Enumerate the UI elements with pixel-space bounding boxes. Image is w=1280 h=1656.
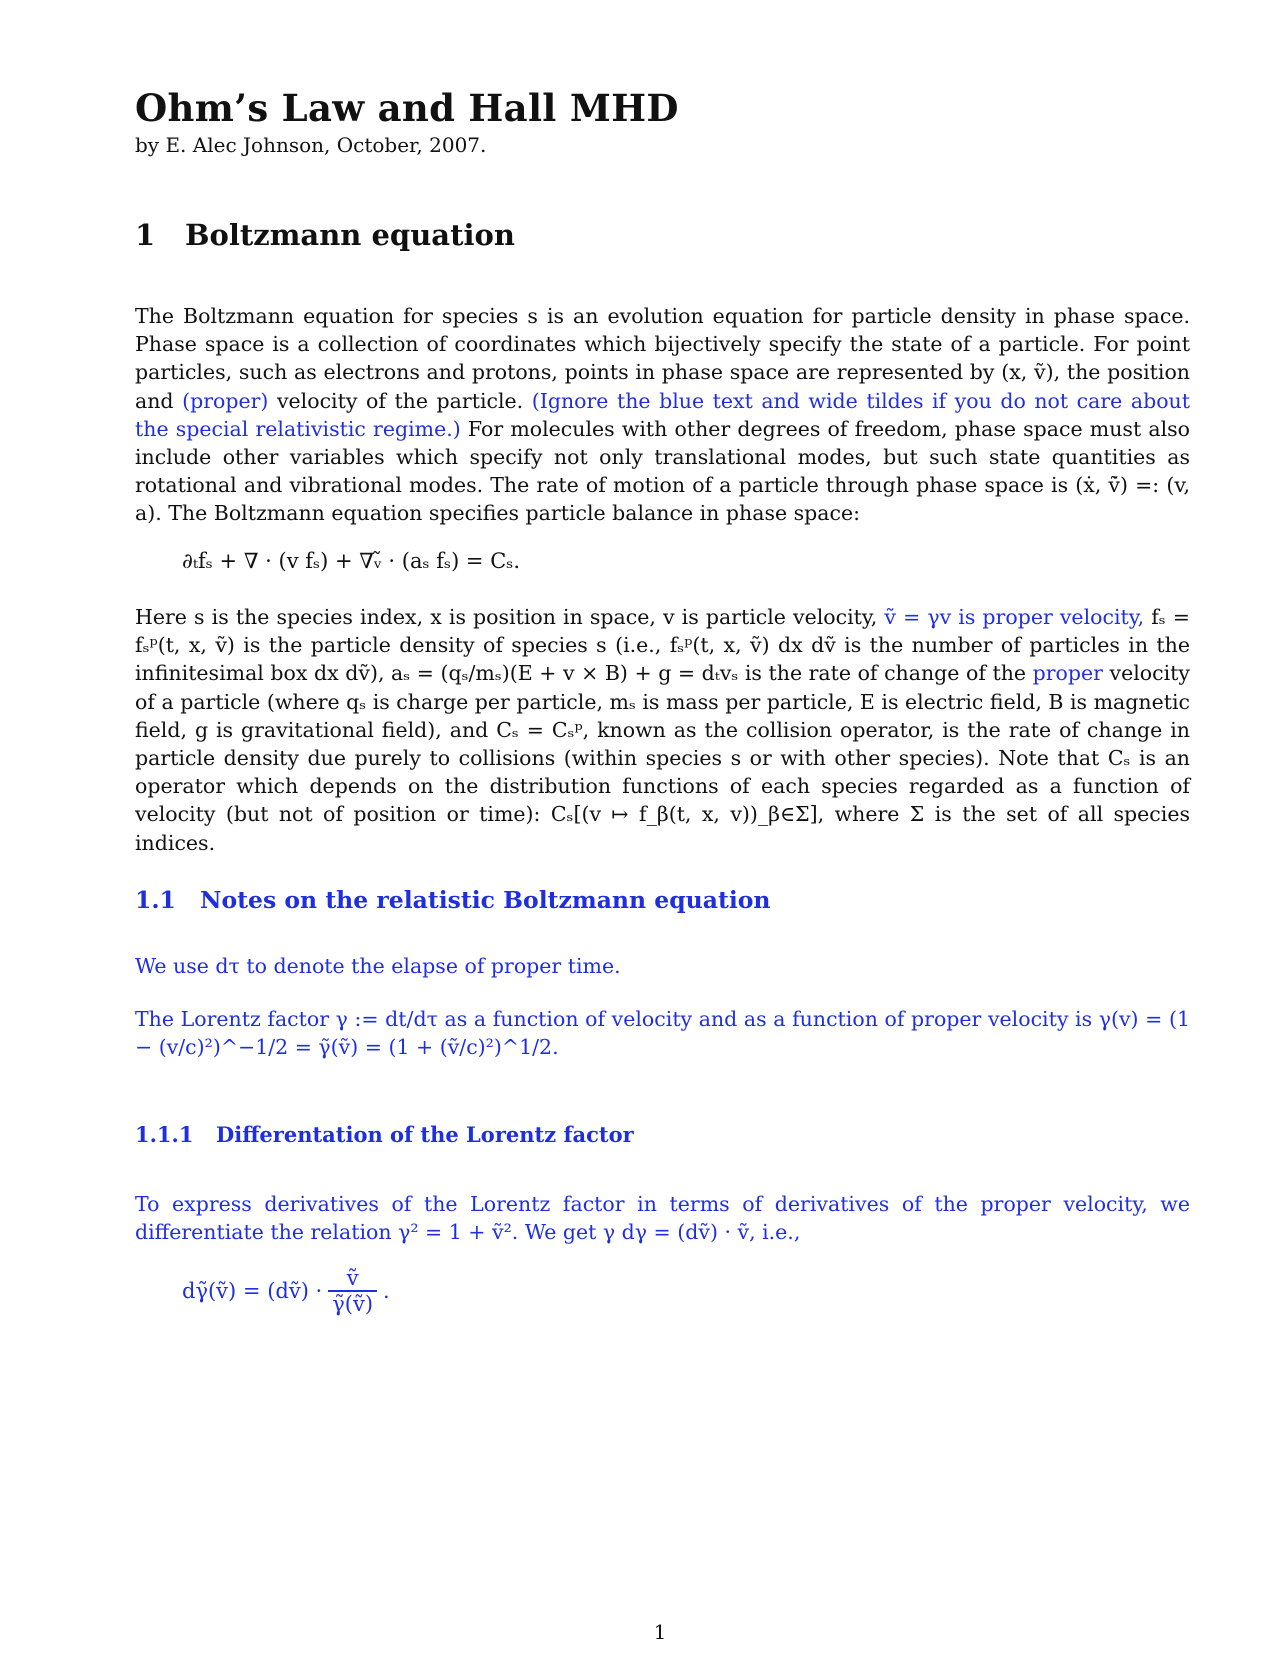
blue-text-run: (Ignore the blue text and wide tildes if you do not care about the special relativistic regime.) [135,388,1190,441]
boltzmann-equation: ∂ₜfₛ + ∇ · (v fₛ) + ∇ᵥ̃ · (aₛ fₛ) = Cₛ. [182,549,521,573]
text-run: Here s is the species index, x is position in space, v is particle velocity, [135,605,885,629]
section-title: Notes on the relatistic Boltzmann equation [200,886,771,914]
page-number: 1 [653,1620,667,1644]
blue-text-run: (proper) [182,388,269,413]
text-run: velocity of the particle. [268,388,532,413]
lorentz-derivative-equation [182,1266,390,1316]
section-title: Boltzmann equation [185,218,515,252]
text-run: velocity of a particle (where qₛ is charge per particle, mₛ is mass per particle, E is electric field, B is magnetic field, g is gravitational field), and Cₛ = Cₛᵖ, known as the collision operator, is the rate of change in particle density due purely to collisions (within species s or with other species). Note that Cₛ is an operator which depends on the distribution functions of each species regarded as a function of velocity (but not of position or time): Cₛ[(v ↦ f_β(t, x, v))_β∈Σ], where Σ is the set of all species indices. [135,661,1190,855]
author-byline: by E. Alec Johnson, October, 2007. [135,133,487,157]
equation-left: dγ̃(ṽ) = (dṽ) · [182,1278,323,1303]
paragraph-differentiation: To express derivatives of the Lorentz factor in terms of derivatives of the proper velocity, we differentiate the relation γ² = 1 + ṽ². We get γ dγ = (dṽ) · ṽ, i.e., [135,1192,1190,1245]
paragraph-lorentz-factor: The Lorentz factor γ := dt/dτ as a function of velocity and as a function of proper velocity is γ(v) = (1 − (v/c)²)^−1/2 = γ̃(ṽ) = (1 + (ṽ/c)²)^1/2. [135,1007,1190,1060]
text-run: The Boltzmann equation for species s is an evolution equation for particle density in phase space. Phase space is a collection of coordinates which bijectively specify the state of a particle. For point particles, such as electrons and protons, points in phase space are represented by (x, ṽ), the position and [135,304,1190,413]
paragraph-phase-space [135,302,1190,528]
section-number: 1.1.1 [135,1122,194,1147]
section-1-1-1-heading [135,1122,634,1147]
fraction-denominator: γ̃(ṽ) [332,1291,374,1316]
document-title: Ohm’s Law and Hall MHD [135,86,679,130]
section-1-heading [135,218,515,252]
section-number: 1 [135,218,156,252]
section-title: Differentation of the Lorentz factor [216,1122,634,1147]
fraction-numerator: ṽ [346,1266,359,1290]
equation-fraction [328,1266,377,1316]
text-run: fₛ = fₛᵖ(t, x, ṽ) is the particle density of species s (i.e., fₛᵖ(t, x, ṽ) dx dṽ is the number of particles in the infinitesimal box dx dṽ), aₛ = (qₛ/mₛ)(E + v × B) + g = dₜvₛ is the rate of change of the [135,605,1190,686]
equation-end: . [383,1278,390,1303]
paragraph-proper-time: We use dτ to denote the elapse of proper time. [135,954,621,978]
blue-text-run: ṽ = γv is proper velocity, [884,605,1145,629]
section-1-1-heading [135,886,771,914]
text-run: For molecules with other degrees of freedom, phase space must also include other variables which specify not only translational modes, but such state quantities as rotational and vibrational modes. The rate of motion of a particle through phase space is (ẋ, ṽ̇) =: (v, a). The Boltzmann equation specifies particle balance in phase space: [135,416,1190,526]
paragraph-definitions [135,603,1190,857]
section-number: 1.1 [135,886,176,914]
blue-text-run: proper [1032,661,1103,686]
